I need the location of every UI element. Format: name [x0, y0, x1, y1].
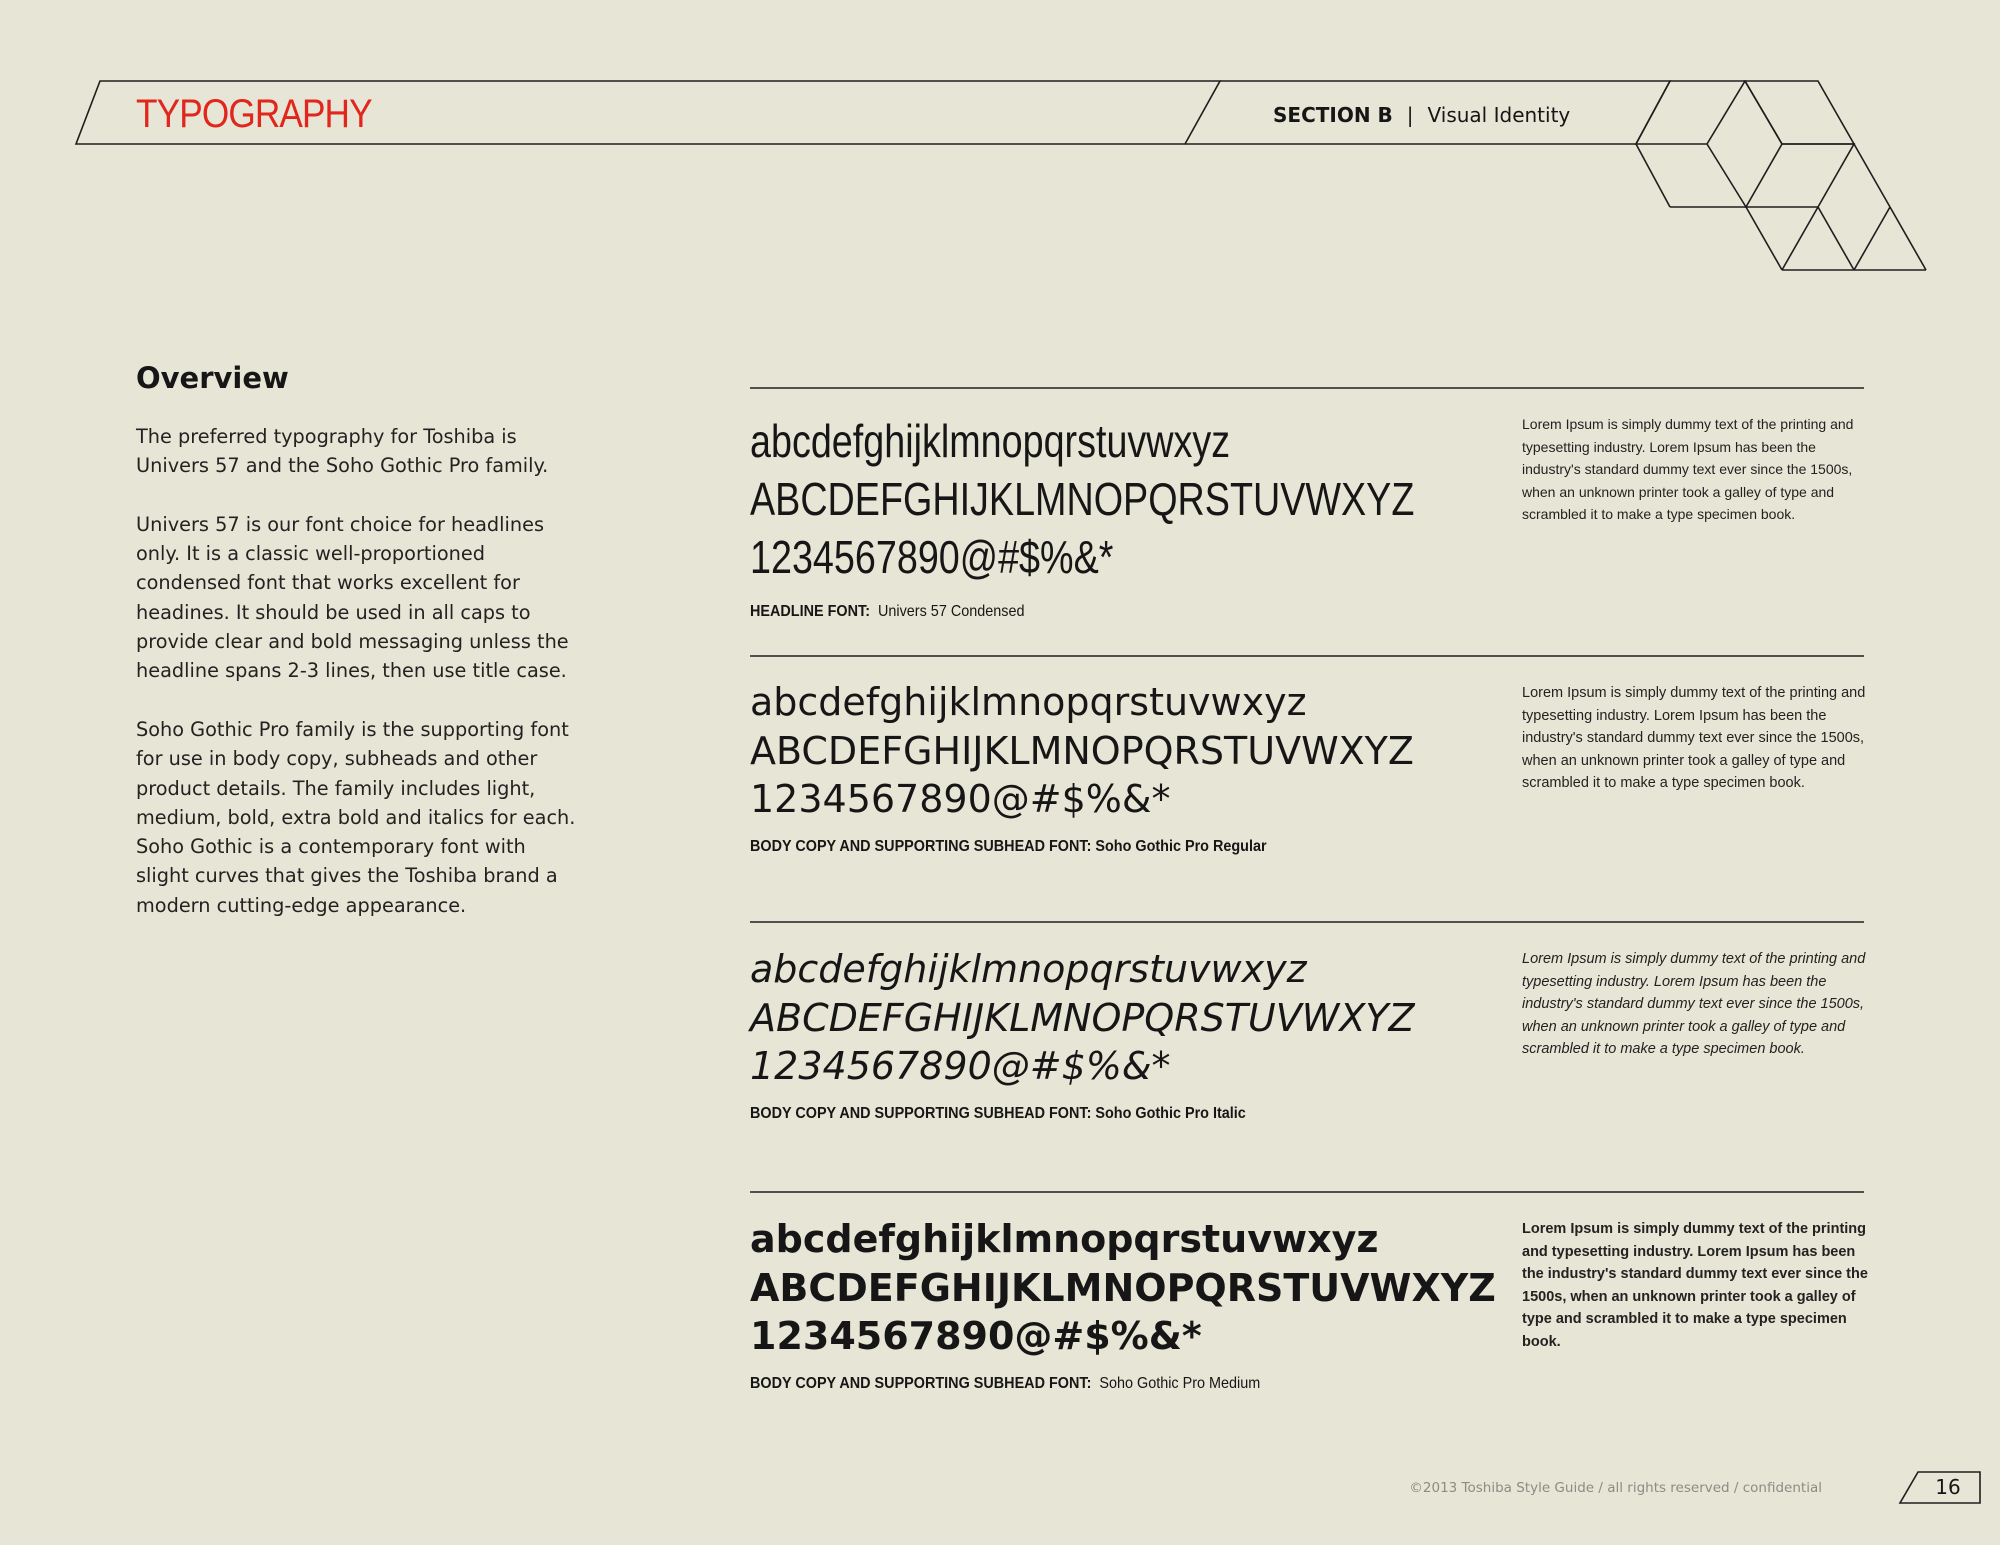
section-indicator	[1273, 98, 1570, 132]
specimen-numerals: 1234567890@#$%&*	[750, 1044, 1171, 1088]
overview-heading: Overview	[136, 361, 289, 395]
font-specimen-soho-medium	[750, 1215, 1496, 1361]
triangle-pattern-icon	[1636, 81, 1926, 270]
caption-label: BODY COPY AND SUPPORTING SUBHEAD FONT:	[750, 1375, 1092, 1392]
section-separator: |	[1406, 103, 1414, 127]
font-caption	[750, 1103, 1246, 1125]
font-specimen-soho-regular	[750, 678, 1414, 824]
specimen-uppercase: ABCDEFGHIJKLMNOPQRSTUVWXYZ	[750, 1265, 1496, 1310]
sample-paragraph: Lorem Ipsum is simply dummy text of the printing and typesetting industry. Lorem Ipsum has been the industry's standard dummy text ever since the 1500s, when an unknown printer took a galley of type and scrambled it to make a type specimen book.	[1522, 416, 1854, 523]
overview-paragraph: Univers 57 is our font choice for headlines only. It is a classic well-proportioned condensed font that works excellent for headines. It should be used in all caps to provide clear and bold messaging unless the headline spans 2-3 lines, then use title case.	[136, 512, 569, 683]
specimen-uppercase: ABCDEFGHIJKLMNOPQRSTUVWXYZ	[750, 995, 1415, 1040]
specimen-lowercase: abcdefghijklmnopqrstuvwxyz	[750, 947, 1307, 991]
specimen-numerals: 1234567890@#$%&*	[750, 531, 1114, 583]
font-specimen-soho-italic	[750, 945, 1415, 1091]
specimen-lowercase: abcdefghijklmnopqrstuvwxyz	[750, 680, 1307, 724]
font-caption	[750, 1373, 1260, 1395]
overview-body	[136, 422, 576, 949]
specimen-numerals: 1234567890@#$%&*	[750, 1314, 1202, 1358]
caption-font-name: Soho Gothic Pro Medium	[1099, 1375, 1261, 1392]
font-caption	[750, 601, 1024, 623]
section-name: Visual Identity	[1427, 103, 1571, 127]
caption-label: BODY COPY AND SUPPORTING SUBHEAD FONT:	[750, 838, 1092, 855]
caption-font-name: Soho Gothic Pro Regular	[1095, 838, 1267, 855]
footer-copyright: ©2013 Toshiba Style Guide / all rights reserved / confidential	[1409, 1480, 1822, 1496]
caption-font-name: Soho Gothic Pro Italic	[1095, 1105, 1246, 1122]
specimen-lowercase: abcdefghijklmnopqrstuvwxyz	[750, 415, 1231, 467]
caption-label: BODY COPY AND SUPPORTING SUBHEAD FONT:	[750, 1105, 1092, 1122]
sample-paragraph: Lorem Ipsum is simply dummy text of the printing and typesetting industry. Lorem Ipsum has been the industry's standard dummy text ever since the 1500s, when an unknown printer took a galley of type and scrambled it to make a type specimen book.	[1522, 1221, 1868, 1350]
font-specimen-univers	[750, 412, 1414, 586]
specimen-uppercase: ABCDEFGHIJKLMNOPQRSTUVWXYZ	[750, 728, 1414, 773]
specimen-uppercase: ABCDEFGHIJKLMNOPQRSTUVWXYZ	[750, 473, 1415, 525]
sample-paragraph: Lorem Ipsum is simply dummy text of the printing and typesetting industry. Lorem Ipsum has been the industry's standard dummy text ever since the 1500s, when an unknown printer took a galley of type and scrambled it to make a type specimen book.	[1522, 685, 1866, 792]
specimen-lowercase: abcdefghijklmnopqrstuvwxyz	[750, 1217, 1379, 1261]
page-number: 16	[1935, 1475, 1961, 1499]
page-title: TYPOGRAPHY	[136, 92, 372, 136]
specimen-numerals: 1234567890@#$%&*	[750, 777, 1171, 821]
overview-paragraph: The preferred typography for Toshiba is Univers 57 and the Soho Gothic Pro family.	[136, 425, 549, 478]
font-caption	[750, 836, 1267, 858]
caption-font-name: Univers 57 Condensed	[877, 603, 1025, 620]
sample-paragraph: Lorem Ipsum is simply dummy text of the printing and typesetting industry. Lorem Ipsum has been the industry's standard dummy text ever since the 1500s, when an unknown printer took a galley of type and scrambled it to make a type specimen book.	[1522, 951, 1866, 1058]
overview-paragraph: Soho Gothic Pro family is the supporting font for use in body copy, subheads and other product details. The family includes light, medium, bold, extra bold and italics for each. Soho Gothic is a contemporary font with slight curves that gives the Toshiba brand a modern cutting-edge appearance.	[136, 717, 576, 917]
caption-label: HEADLINE FONT:	[750, 603, 870, 620]
section-label: SECTION B	[1273, 103, 1393, 127]
